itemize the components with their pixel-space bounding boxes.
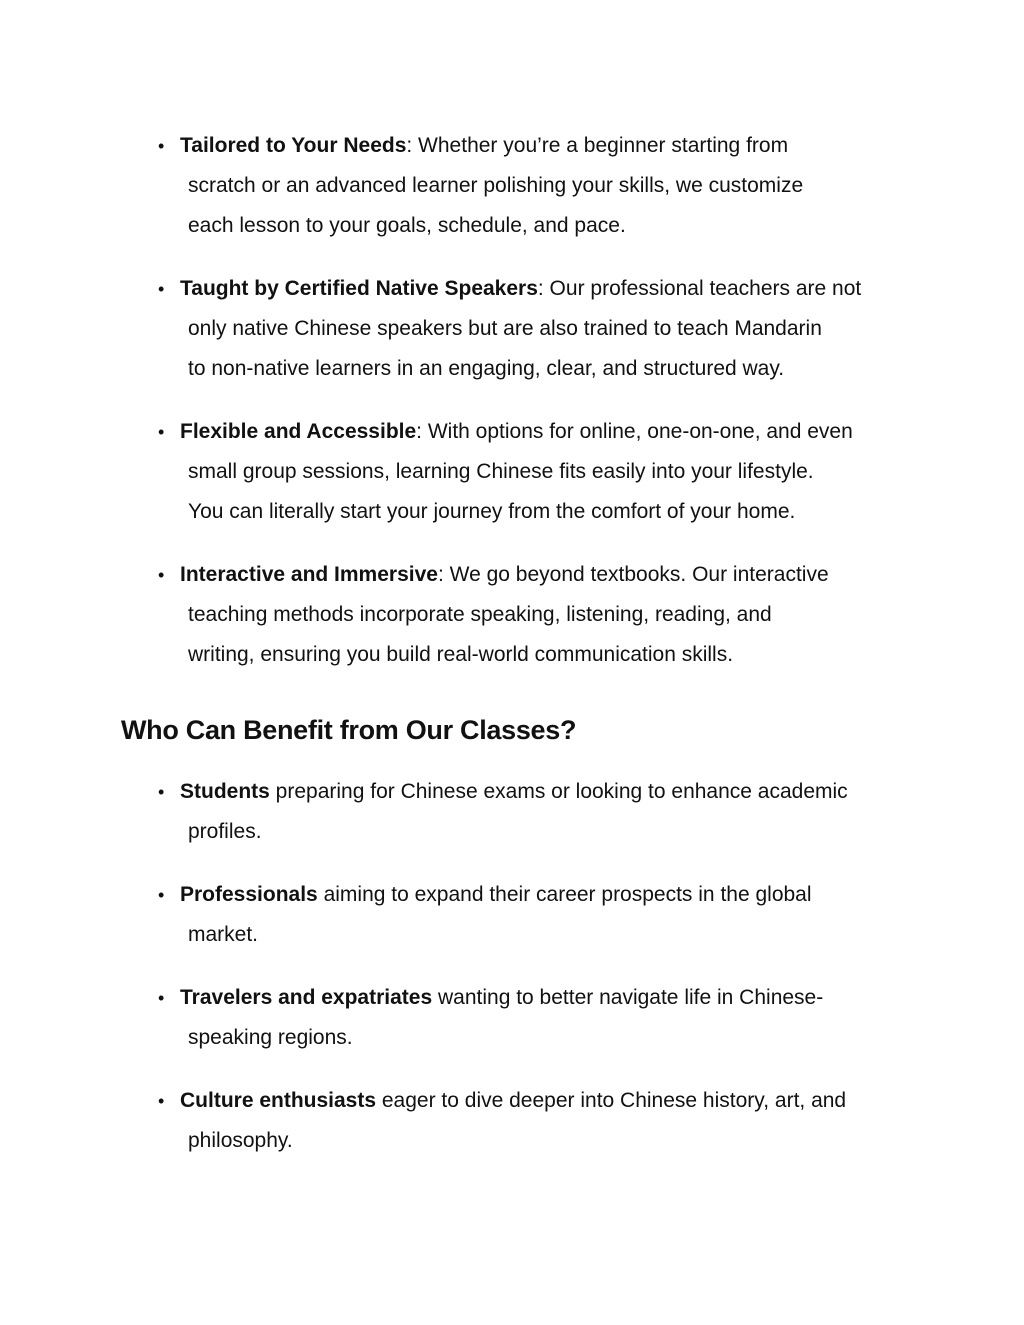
item-text-line: profiles. [188, 820, 262, 843]
bullet-icon: • [158, 136, 165, 156]
item-text-line: small group sessions, learning Chinese fits easily into your lifestyle. [188, 460, 814, 483]
bullet-icon: • [158, 279, 165, 299]
list-item [158, 772, 918, 852]
item-title: Taught by Certified Native Speakers [180, 277, 538, 300]
item-first-line [158, 875, 918, 915]
list-item [158, 875, 918, 955]
list-item [158, 412, 918, 532]
item-text-line: speaking regions. [188, 1026, 353, 1049]
item-text-line: writing, ensuring you build real-world communication skills. [188, 643, 734, 666]
item-title: Culture enthusiasts [180, 1089, 377, 1112]
item-text-line: market. [188, 923, 259, 946]
benefits-list [158, 772, 918, 1184]
item-text-line: teaching methods incorporate speaking, listening, reading, and [188, 603, 772, 626]
item-title: Students [180, 780, 270, 803]
bullet-icon: • [158, 422, 165, 442]
bullet-icon: • [158, 1091, 165, 1111]
section-heading: Who Can Benefit from Our Classes? [121, 715, 577, 745]
bullet-icon: • [158, 885, 165, 905]
list-item [158, 126, 918, 246]
item-text: : With options for online, one-on-one, and even [416, 420, 853, 443]
item-title: Interactive and Immersive [180, 563, 438, 586]
item-text: preparing for Chinese exams or looking to enhance academic [269, 780, 848, 803]
item-text-line: scratch or an advanced learner polishing your skills, we customize [188, 174, 804, 197]
list-item [158, 555, 918, 675]
item-text: eager to dive deeper into Chinese history, art, and [376, 1089, 847, 1112]
list-item [158, 269, 918, 389]
item-text-line: each lesson to your goals, schedule, and pace. [188, 214, 626, 237]
features-list [158, 126, 918, 698]
item-title: Professionals [180, 883, 318, 906]
item-first-line [158, 555, 918, 595]
item-text: : We go beyond textbooks. Our interactive [437, 563, 829, 586]
bullet-icon: • [158, 565, 165, 585]
item-text-line: You can literally start your journey from the comfort of your home. [188, 500, 796, 523]
item-text: aiming to expand their career prospects in the global [317, 883, 812, 906]
item-text: : Whether you’re a beginner starting from [406, 134, 789, 157]
item-first-line [158, 412, 918, 452]
item-text-line: philosophy. [188, 1129, 293, 1152]
bullet-icon: • [158, 988, 165, 1008]
item-first-line [158, 126, 918, 166]
item-first-line [158, 269, 918, 309]
item-text-line: only native Chinese speakers but are also trained to teach Mandarin [188, 317, 822, 340]
item-text: : Our professional teachers are not [537, 277, 862, 300]
item-title: Tailored to Your Needs [180, 134, 407, 157]
item-text: wanting to better navigate life in Chinese- [432, 986, 824, 1009]
bullet-icon: • [158, 782, 165, 802]
item-title: Travelers and expatriates [180, 986, 433, 1009]
item-text-line: to non-native learners in an engaging, clear, and structured way. [188, 357, 785, 380]
list-item [158, 978, 918, 1058]
item-first-line [158, 1081, 918, 1121]
item-first-line [158, 978, 918, 1018]
item-title: Flexible and Accessible [180, 420, 417, 443]
list-item [158, 1081, 918, 1161]
item-first-line [158, 772, 918, 812]
